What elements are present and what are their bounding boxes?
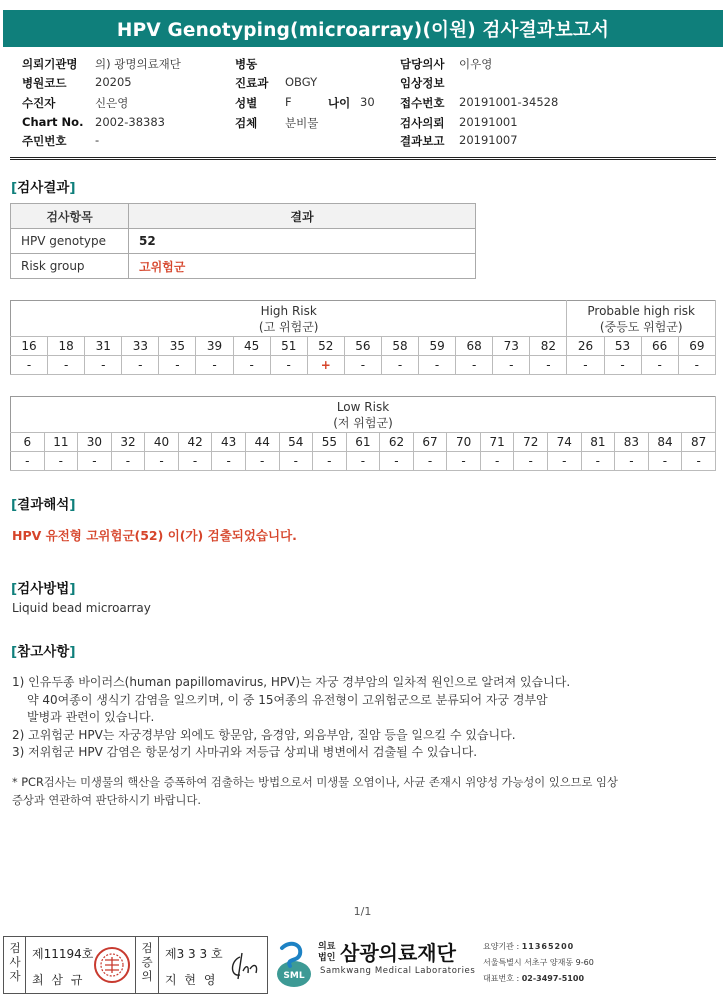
- hpv-type-cell: 59: [419, 337, 456, 356]
- inspector-label: 검 증 의: [141, 941, 153, 983]
- hpv-result-cell: -: [233, 356, 270, 375]
- clinical-label: 임상정보: [400, 76, 445, 90]
- hpv-type-cell: 87: [682, 433, 716, 452]
- hpv-result-cell: -: [682, 452, 716, 471]
- hpv-type-cell: 55: [313, 433, 347, 452]
- interpretation-text: HPV 유전형 고위험군(52) 이(가) 검출되었습니다.: [12, 528, 297, 543]
- sex-value: F: [285, 95, 292, 109]
- hpv-result-cell: -: [604, 356, 641, 375]
- hpv-type-cell: 16: [11, 337, 48, 356]
- hpv-result-cell: -: [567, 356, 604, 375]
- hpv-type-cell: 33: [122, 337, 159, 356]
- section-notes-heading: [참고사항]: [11, 644, 76, 660]
- high-risk-types-row: [11, 337, 716, 356]
- hpv-type-cell: 71: [480, 433, 514, 452]
- hpv-result-cell: -: [530, 356, 567, 375]
- result-table: [10, 203, 476, 279]
- hpv-result-cell: -: [615, 452, 649, 471]
- low-risk-header: Low Risk (저 위험군): [11, 397, 716, 433]
- examiner-name: 최 삼 규: [32, 973, 85, 987]
- note-1-cont2: 발병과 관련이 있습니다.: [27, 710, 155, 724]
- high-risk-header-row: [11, 301, 716, 337]
- probable-risk-header: Probable high risk (중등도 위험군): [567, 301, 716, 337]
- recipient-value: 신은영: [95, 96, 129, 110]
- result-table-header: [11, 204, 476, 229]
- org-english-name: Samkwang Medical Laboratories: [320, 966, 476, 976]
- hpv-result-cell: -: [44, 452, 78, 471]
- method-text: Liquid bead microarray: [12, 601, 151, 615]
- hpv-type-cell: 81: [581, 433, 615, 452]
- hpv-result-cell: -: [78, 452, 112, 471]
- note-1: 1) 인유두종 바이러스(human papillomavirus, HPV)는 자궁 경부암의 일차적 원인으로 알려져 있습니다.: [12, 675, 571, 689]
- low-risk-table: [10, 396, 716, 471]
- examiner-label-col: [4, 937, 26, 993]
- hpv-result-cell: -: [245, 452, 279, 471]
- report-title: HPV Genotyping(microarray)(이원) 검사결과보고서: [3, 10, 723, 47]
- institution-label: 의뢰기관명: [22, 57, 78, 71]
- report-value: 20191007: [459, 133, 518, 147]
- accession-label: 접수번호: [400, 96, 445, 110]
- hpv-type-cell: 66: [641, 337, 678, 356]
- hpv-result-cell: -: [419, 356, 456, 375]
- accession-value: 20191001-34528: [459, 95, 559, 109]
- low-risk-types-row: [11, 433, 716, 452]
- hpv-type-cell: 54: [279, 433, 313, 452]
- high-risk-header: High Risk (고 위험군): [11, 301, 567, 337]
- hpv-type-cell: 69: [678, 337, 715, 356]
- hpv-type-cell: 26: [567, 337, 604, 356]
- row-item: Risk group: [11, 254, 129, 279]
- hpv-result-cell: -: [178, 452, 212, 471]
- signature-block: [3, 936, 268, 994]
- hpv-type-cell: 40: [145, 433, 179, 452]
- high-risk-table: [10, 300, 716, 375]
- hpv-result-cell: -: [514, 452, 548, 471]
- inspector-name: 지 현 영: [165, 973, 218, 987]
- hpv-result-cell: -: [11, 356, 48, 375]
- specimen-label: 검체: [235, 116, 258, 130]
- notes-list: [12, 674, 712, 762]
- hpv-type-cell: 11: [44, 433, 78, 452]
- header-item: 검사항목: [11, 204, 129, 229]
- hpv-type-cell: 84: [648, 433, 682, 452]
- note-1-cont: 약 40여종이 생식기 감염을 일으키며, 이 중 15여종의 유전형이 고위험군으로 분류되어 자궁 경부암: [27, 692, 548, 707]
- hpv-type-cell: 73: [493, 337, 530, 356]
- hpv-type-cell: 18: [48, 337, 85, 356]
- hpv-result-cell: -: [456, 356, 493, 375]
- hpv-result-cell: -: [159, 356, 196, 375]
- examiner-license: 제11194호: [32, 947, 94, 961]
- hpv-result-cell: +: [307, 356, 344, 375]
- hpv-type-cell: 67: [413, 433, 447, 452]
- section-method-heading: [검사방법]: [11, 581, 76, 597]
- hpv-result-cell: -: [380, 452, 414, 471]
- examiner-seal-icon: [92, 945, 132, 985]
- hpv-type-cell: 42: [178, 433, 212, 452]
- note-3: 3) 저위험군 HPV 감염은 항문성기 사마귀와 저등급 상피내 병변에서 검출될 수 있습니다.: [12, 745, 478, 759]
- hpv-type-cell: 61: [346, 433, 380, 452]
- section-interpretation-heading: [결과해석]: [11, 497, 76, 513]
- hpv-result-cell: -: [85, 356, 122, 375]
- institution-value: 의) 광명의료재단: [95, 57, 181, 71]
- recipient-label: 수진자: [22, 96, 56, 110]
- hpv-result-cell: -: [313, 452, 347, 471]
- hpv-result-cell: -: [145, 452, 179, 471]
- chart-value: 2002-38383: [95, 115, 165, 129]
- hpv-type-cell: 72: [514, 433, 548, 452]
- inspector-signature-icon: [226, 951, 264, 983]
- hpv-type-cell: 43: [212, 433, 246, 452]
- hpv-type-cell: 68: [456, 337, 493, 356]
- pcr-disclaimer: * PCR검사는 미생물의 핵산을 증폭하여 검출하는 방법으로서 미생물 오염이나, 사균 존재시 위양성 가능성이 있으므로 임상 증상과 연관하여 판단하시기 바랍니다.: [12, 776, 618, 807]
- dept-value: OBGY: [285, 75, 318, 89]
- lab-branding: [270, 936, 720, 994]
- table-row: [11, 229, 476, 254]
- dept-label: 진료과: [235, 76, 269, 90]
- hpv-result-cell: -: [641, 356, 678, 375]
- hpv-type-cell: 83: [615, 433, 649, 452]
- sml-logo-icon: [272, 940, 316, 990]
- hpv-type-cell: 39: [196, 337, 233, 356]
- hpv-type-cell: 6: [11, 433, 45, 452]
- specimen-value: 분비물: [285, 116, 319, 130]
- hpv-type-cell: 62: [380, 433, 414, 452]
- hpv-type-cell: 30: [78, 433, 112, 452]
- org-name: 삼광의료재단: [340, 941, 456, 965]
- low-risk-values-row: [11, 452, 716, 471]
- sex-label: 성별: [235, 96, 258, 110]
- org-prefix: 의료 법인: [318, 942, 336, 963]
- patient-info: [22, 56, 712, 152]
- hospital-code-value: 20205: [95, 75, 132, 89]
- hpv-result-cell: -: [493, 356, 530, 375]
- note-2: 2) 고위험군 HPV는 자궁경부암 외에도 항문암, 음경암, 외음부암, 질암 등을 일으킬 수 있습니다.: [12, 727, 516, 742]
- hpv-result-cell: -: [678, 356, 715, 375]
- hpv-type-cell: 74: [548, 433, 582, 452]
- request-label: 검사의뢰: [400, 116, 445, 130]
- hpv-result-cell: -: [11, 452, 45, 471]
- hpv-result-cell: -: [581, 452, 615, 471]
- hpv-type-cell: 56: [344, 337, 381, 356]
- inspector-label-col: [135, 937, 159, 993]
- hpv-result-cell: -: [381, 356, 418, 375]
- section-results-heading: [검사결과]: [11, 180, 76, 196]
- hpv-type-cell: 70: [447, 433, 481, 452]
- request-value: 20191001: [459, 115, 518, 129]
- hpv-type-cell: 51: [270, 337, 307, 356]
- ward-label: 병동: [235, 57, 258, 71]
- hpv-type-cell: 32: [111, 433, 145, 452]
- hpv-type-cell: 52: [307, 337, 344, 356]
- hpv-type-cell: 35: [159, 337, 196, 356]
- report-label: 결과보고: [400, 134, 445, 148]
- hpv-result-cell: -: [279, 452, 313, 471]
- hpv-type-cell: 82: [530, 337, 567, 356]
- org-contact: 요양기관 : 11365200 서울특별시 서초구 양재동 9-60 대표번호 : 02-3497-5100: [483, 942, 594, 983]
- chart-label: Chart No.: [22, 115, 84, 129]
- hpv-result-cell: -: [122, 356, 159, 375]
- high-risk-values-row: [11, 356, 716, 375]
- hpv-type-cell: 45: [233, 337, 270, 356]
- row-item: HPV genotype: [11, 229, 129, 254]
- age-label: 나이: [328, 96, 351, 110]
- hpv-result-cell: -: [270, 356, 307, 375]
- hpv-type-cell: 53: [604, 337, 641, 356]
- low-risk-header-row: [11, 397, 716, 433]
- hpv-result-cell: -: [648, 452, 682, 471]
- age-value: 30: [360, 95, 375, 109]
- id-label: 주민번호: [22, 134, 67, 148]
- table-row: [11, 254, 476, 279]
- header-result: 결과: [129, 204, 476, 229]
- row-result: 52: [129, 229, 476, 254]
- examiner-label: 검 사 자: [9, 941, 21, 983]
- hpv-result-cell: -: [548, 452, 582, 471]
- doctor-value: 이우영: [459, 57, 493, 71]
- hpv-result-cell: -: [447, 452, 481, 471]
- hpv-result-cell: -: [480, 452, 514, 471]
- id-value: -: [95, 133, 100, 147]
- info-divider: [10, 157, 716, 160]
- inspector-license: 제3 3 3 호: [165, 947, 223, 961]
- hpv-result-cell: -: [111, 452, 145, 471]
- hpv-result-cell: -: [346, 452, 380, 471]
- hpv-result-cell: -: [344, 356, 381, 375]
- doctor-label: 담당의사: [400, 57, 445, 71]
- hpv-type-cell: 58: [381, 337, 418, 356]
- hpv-result-cell: -: [196, 356, 233, 375]
- hpv-result-cell: -: [48, 356, 85, 375]
- hpv-result-cell: -: [212, 452, 246, 471]
- hpv-result-cell: -: [413, 452, 447, 471]
- row-result: 고위험군: [129, 254, 476, 279]
- hospital-code-label: 병원코드: [22, 76, 67, 90]
- page-number: 1/1: [353, 905, 372, 918]
- svg-text:SML: SML: [283, 971, 305, 981]
- hpv-type-cell: 44: [245, 433, 279, 452]
- hpv-type-cell: 31: [85, 337, 122, 356]
